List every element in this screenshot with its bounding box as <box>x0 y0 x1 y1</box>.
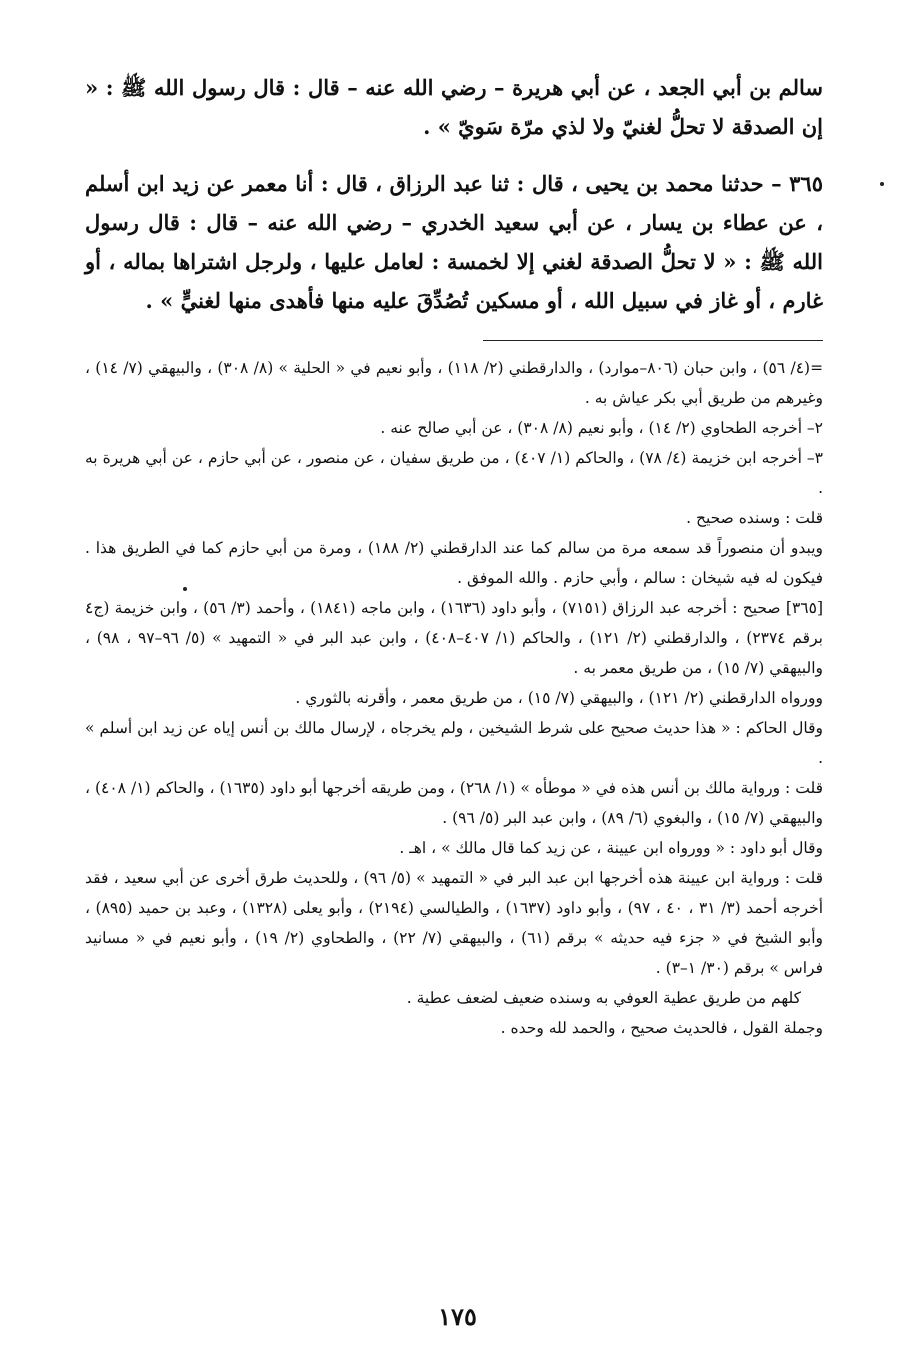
footnote-comment: وورواه الدارقطني (٢/ ١٢١) ، والبيهقي (٧/ ١٥) ، من طريق معمر ، وأقرنه بالثوري . <box>295 689 823 707</box>
print-speck <box>880 182 884 186</box>
hadith-364-end: سالم بن أبي الجعد ، عن أبي هريرة – رضي الله عنه – قال : قال رسول الله ﷺ : « إن الصدقة لا تحلُّ لغنيّ ولا لذي مرّة سَويّ » . <box>85 75 823 139</box>
footnote-comment: وقال الحاكم : « هذا حديث صحيح على شرط الشيخين ، ولم يخرجاه ، لإرسال مالك بن أنس إياه عن زيد ابن أسلم » . <box>85 719 823 767</box>
footnote-separator <box>483 340 823 341</box>
footnote-2: ٢– أخرجه الطحاوي (٢/ ١٤) ، وأبو نعيم (٨/ ٣٠٨) ، عن أبي صالح عنه . <box>380 419 823 437</box>
footnote-comment: كلهم من طريق عطية العوفي به وسنده ضعيف لضعف عطية . <box>406 989 801 1007</box>
footnote-conclusion: وجملة القول ، فالحديث صحيح ، والحمد لله وحده . <box>500 1019 823 1037</box>
footnote-3: ٣– أخرجه ابن خزيمة (٤/ ٧٨) ، والحاكم (١/ ٤٠٧) ، من طريق سفيان ، عن منصور ، عن أبي حازم ، عن أبي هريرة به . <box>85 449 823 497</box>
page-number: ١٧٥ <box>438 1302 477 1331</box>
main-text <box>85 68 823 320</box>
footnote-comment: قلت : وسنده صحيح . <box>686 509 823 527</box>
print-speck <box>183 587 187 591</box>
footnote-comment: وقال أبو داود : « وورواه ابن عيينة ، عن زيد كما قال مالك » ، اهـ . <box>399 839 823 857</box>
footnote-continuation: =(٤/ ٥٦) ، وابن حبان (٨٠٦–موارد) ، والدارقطني (٢/ ١١٨) ، وأبو نعيم في « الحلية » (٨/ ٣٠٨) ، والبيهقي (٧/ ١٤) ، وغيرهم من طريق أبي بكر عياش به . <box>85 359 824 407</box>
footnote-comment: ويبدو أن منصوراً قد سمعه مرة من سالم كما عند الدارقطني (٢/ ١٨٨) ، ومرة من أبي حازم كما في الطريق هذا . فيكون له فيه شيخان : سالم ، وأبي حازم . والله الموفق . <box>85 539 823 587</box>
footnote-365: [٣٦٥] صحيح : أخرجه عبد الرزاق (٧١٥١) ، وأبو داود (١٦٣٦) ، وابن ماجه (١٨٤١) ، وأحمد (٣/ ٥٦) ، وابن خزيمة (ج٤ برقم ٢٣٧٤) ، والدارقطني (٢/ ١٢١) ، والحاكم (١/ ٤٠٧–٤٠٨) ، وابن عبد البر في « التمهيد » (٥/ ٩٦–٩٧ ، ٩٨) ، والبيهقي (٧/ ١٥) ، من طريق معمر به . <box>85 599 823 677</box>
footnote-comment: قلت : ورواية مالك بن أنس هذه في « موطأه » (١/ ٢٦٨) ، ومن طريقه أخرجها أبو داود (١٦٣٥) ، والحاكم (١/ ٤٠٨) ، والبيهقي (٧/ ١٥) ، والبغوي (٦/ ٨٩) ، وابن عبد البر (٥/ ٩٦) . <box>85 779 823 827</box>
footnote-comment: قلت : ورواية ابن عيينة هذه أخرجها ابن عبد البر في « التمهيد » (٥/ ٩٦) ، وللحديث طرق أخرى عن أبي سعيد ، فقد أخرجه أحمد (٣/ ٣١ ، ٤٠ ، ٩٧) ، وأبو داود (١٦٣٧) ، والطيالسي (٢١٩٤) ، وأبو يعلى (١٣٢٨) ، وعبد بن حميد (٨٩٥) ، وأبو الشيخ في « جزء فيه حديثه » برقم (٦١) ، والبيهقي (٧/ ٢٢) ، والطحاوي (٢/ ١٩) ، وأبو نعيم في « مسانيد فراس » برقم (٣٠/ ١–٣) . <box>85 869 824 977</box>
footnotes <box>85 353 823 1043</box>
hadith-365: ٣٦٥ – حدثنا محمد بن يحيى ، قال : ثنا عبد الرزاق ، قال : أنا معمر عن زيد ابن أسلم ، عن عطاء بن يسار ، عن أبي سعيد الخدري – رضي الله عنه – قال : قال رسول الله ﷺ : « لا تحلُّ الصدقة لغني إلا لخمسة : لعامل عليها ، ولرجل اشتراها بماله ، أو غارم ، أو غاز في سبيل الله ، أو مسكين تُصُدِّقَ عليه منها فأهدى منها لغنيٍّ » . <box>85 171 823 313</box>
